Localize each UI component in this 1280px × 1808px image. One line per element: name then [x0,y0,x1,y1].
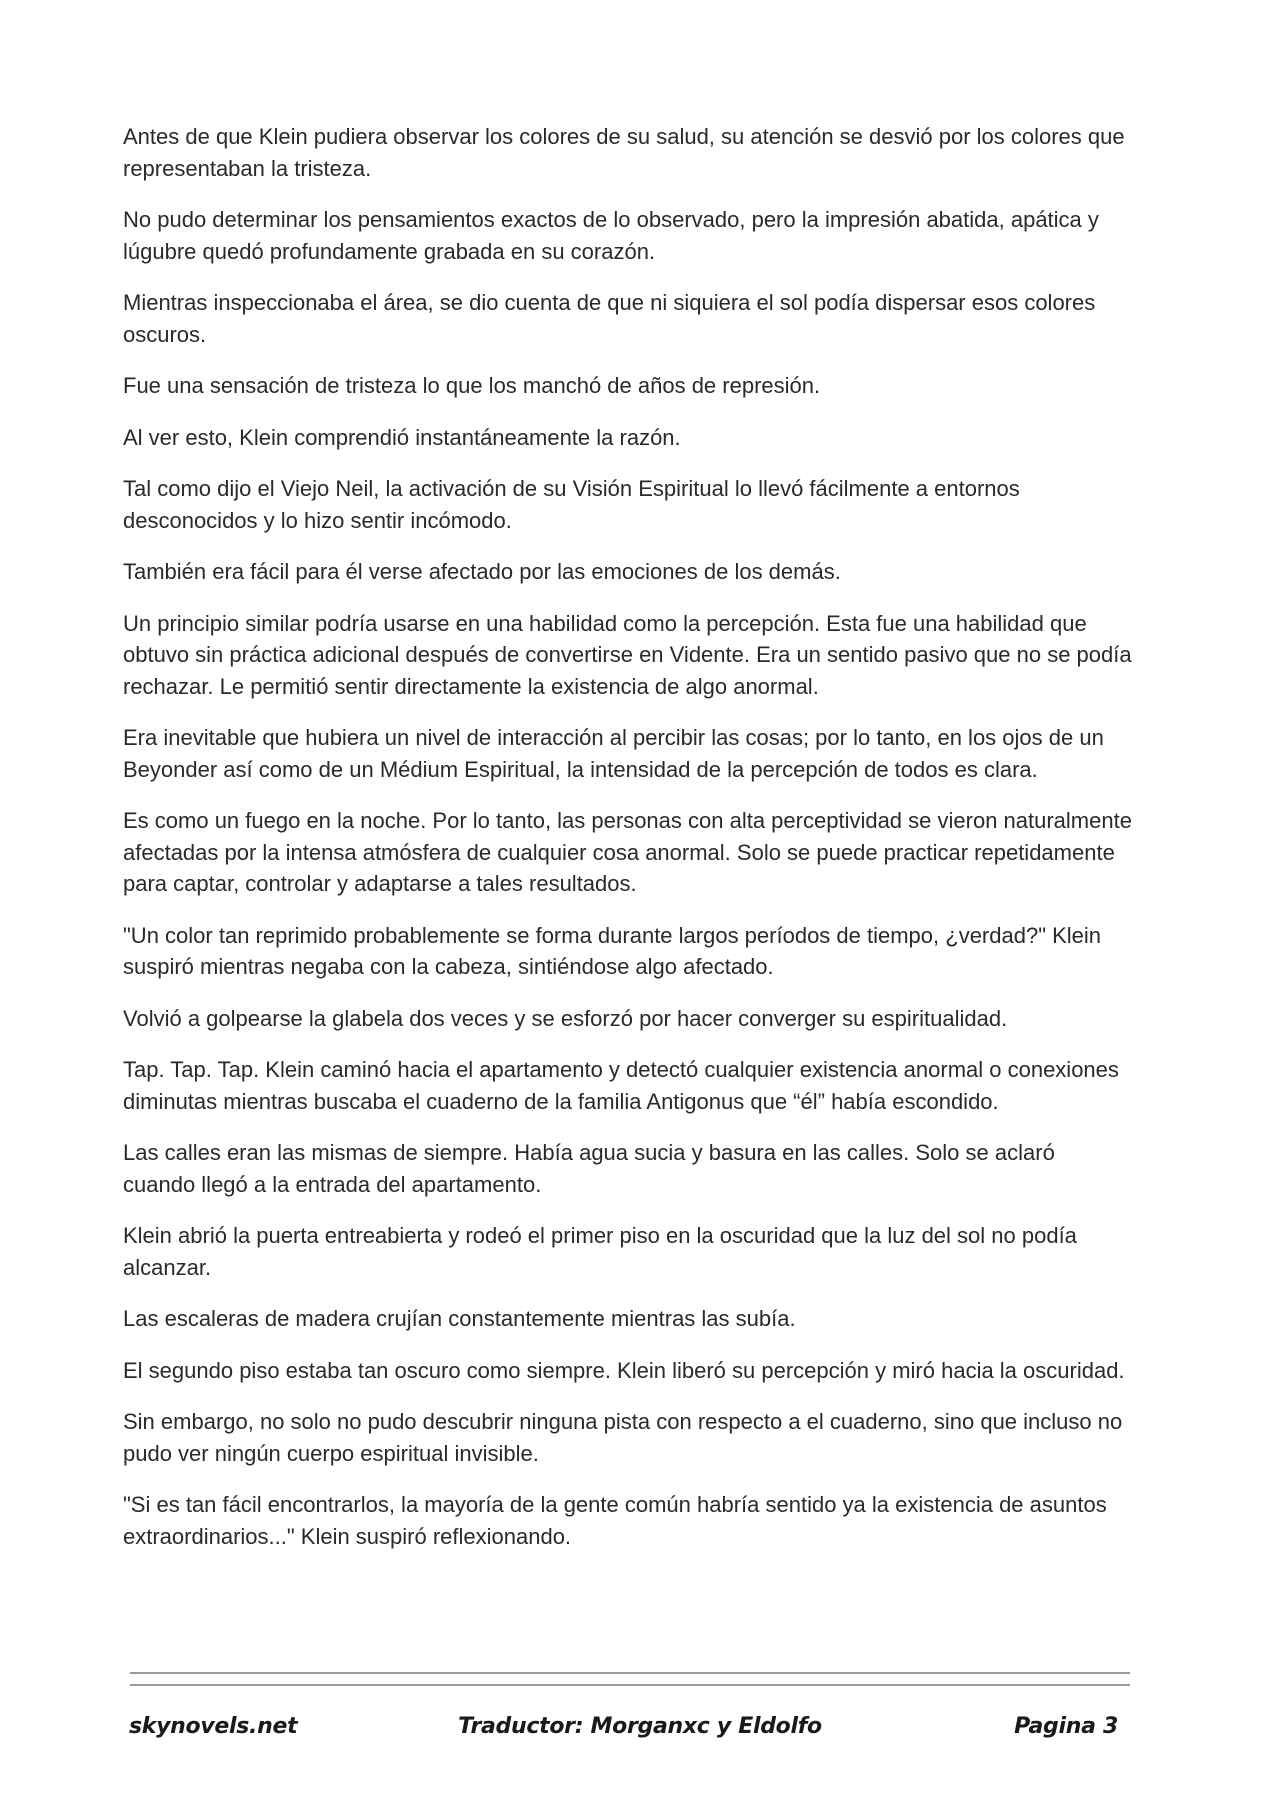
paragraph: Sin embargo, no solo no pudo descubrir ninguna pista con respecto a el cuaderno, sino que incluso no pudo ver ningún cuerpo espiritual invisible. [123,1409,1123,1466]
paragraph: El segundo piso estaba tan oscuro como siempre. Klein liberó su percepción y miró hacia la oscuridad. [123,1357,1125,1383]
paragraph: Antes de que Klein pudiera observar los colores de su salud, su atención se desvió por los colores que representaban la tristeza. [123,124,1125,181]
paragraph: Era inevitable que hubiera un nivel de interacción al percibir las cosas; por lo tanto, en los ojos de un Beyonder así como de un Médium Espiritual, la intensidad de la percepción de todos es clara. [123,725,1104,782]
paragraph: Tap. Tap. Tap. Klein caminó hacia el apartamento y detectó cualquier existencia anormal o conexiones diminutas mientras buscaba el cuaderno de la familia Antigonus que “él” había escondido. [123,1057,1119,1114]
paragraph: Klein abrió la puerta entreabierta y rodeó el primer piso en la oscuridad que la luz del sol no podía alcanzar. [123,1223,1077,1280]
footer-page-number: Pagina 3 [1014,1714,1118,1739]
paragraph: Fue una sensación de tristeza lo que los manchó de años de represión. [123,373,821,398]
footer-translator: Traductor: Morganxc y Eldolfo [458,1714,822,1739]
paragraph: Las escaleras de madera crujían constantemente mientras las subía. [123,1306,796,1331]
paragraph: Es como un fuego en la noche. Por lo tanto, las personas con alta perceptividad se vieron naturalmente afectadas por la intensa atmósfera de cualquier cosa anormal. Solo se puede practicar repetidamente para captar, controlar y adaptarse a tales resultados. [123,808,1132,896]
paragraph: Volvió a golpearse la glabela dos veces y se esforzó por hacer converger su espiritualidad. [123,1005,1008,1031]
footer-divider-top [130,1672,1130,1674]
paragraph: Tal como dijo el Viejo Neil, la activación de su Visión Espiritual lo llevó fácilmente a entornos desconocidos y lo hizo sentir incómodo. [123,476,1020,533]
footer-divider-bottom [130,1684,1130,1686]
footer-site: skynovels.net [129,1714,298,1739]
paragraph: "Si es tan fácil encontrarlos, la mayoría de la gente común habría sentido ya la existencia de asuntos extraordinarios..." Klein suspiró reflexionando. [123,1492,1107,1549]
paragraph: Las calles eran las mismas de siempre. Había agua sucia y basura en las calles. Solo se aclaró cuando llegó a la entrada del apartamento. [123,1140,1055,1197]
paragraph: Mientras inspeccionaba el área, se dio cuenta de que ni siquiera el sol podía dispersar esos colores oscuros. [123,290,1096,347]
paragraph: No pudo determinar los pensamientos exactos de lo observado, pero la impresión abatida, apática y lúgubre quedó profundamente grabada en su corazón. [123,207,1099,264]
paragraph: También era fácil para él verse afectado por las emociones de los demás. [123,559,841,584]
paragraph: "Un color tan reprimido probablemente se forma durante largos períodos de tiempo, ¿verdad?" Klein suspiró mientras negaba con la cabeza, sintiéndose algo afectado. [123,922,1102,979]
body-text [123,121,1133,1572]
paragraph: Al ver esto, Klein comprendió instantáneamente la razón. [123,424,681,450]
paragraph: Un principio similar podría usarse en una habilidad como la percepción. Esta fue una habilidad que obtuvo sin práctica adicional después de convertirse en Vidente. Era un sentido pasivo que no se podía rechazar. Le permitió sentir directamente la existencia de algo anormal. [123,610,1132,699]
